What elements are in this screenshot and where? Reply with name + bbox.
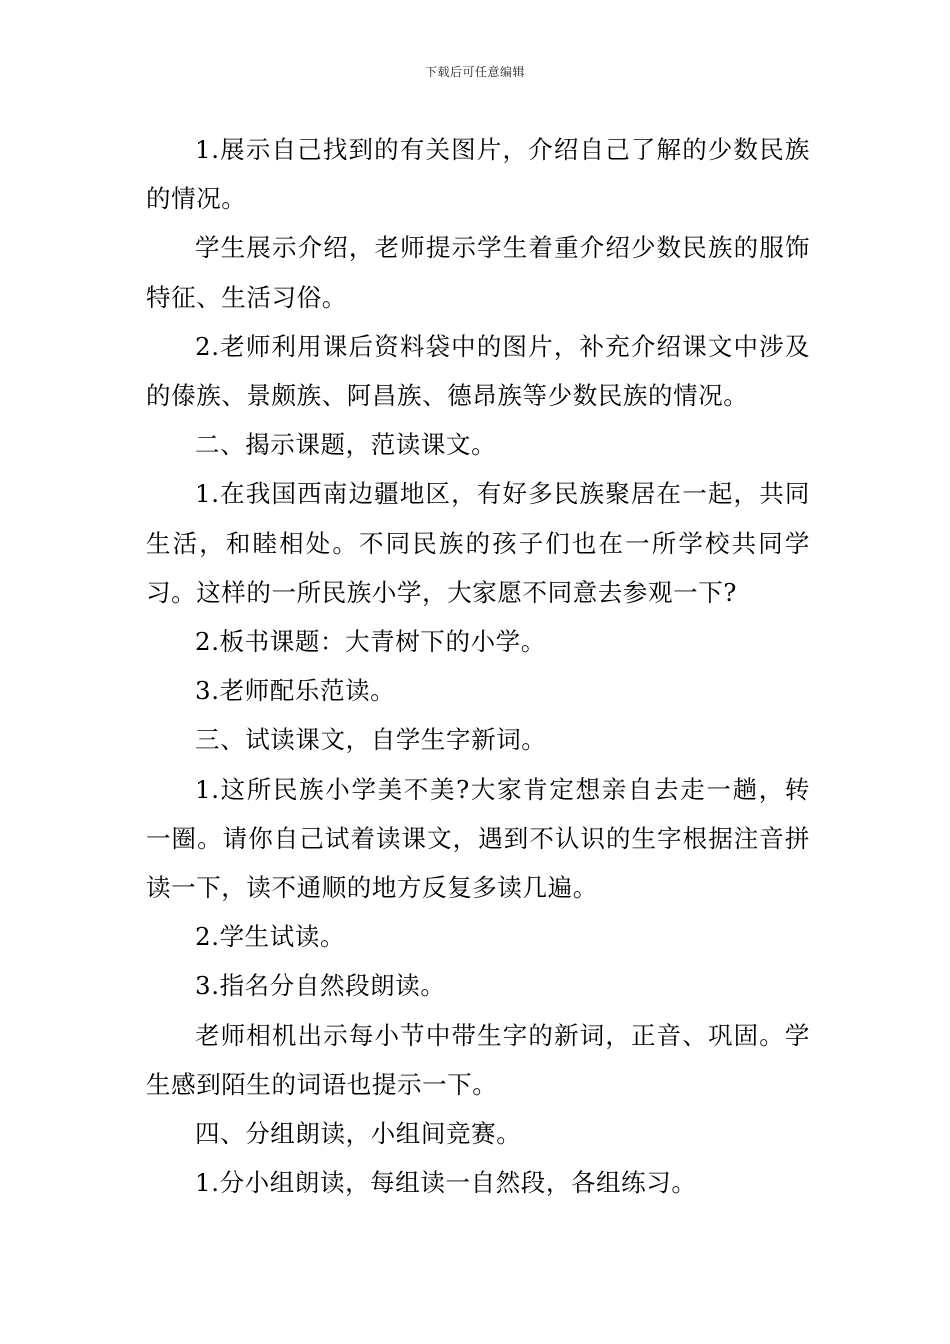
paragraph-6: 3.老师配乐范读。 (195, 676, 396, 706)
page-header: 下载后可任意编辑 (424, 65, 525, 79)
paragraph-3: 2.老师利用课后资料袋中的图片，补充介绍课文中涉及的傣族、景颇族、阿昌族、德昂族等少数民族的情况。 (146, 331, 810, 411)
paragraph-9: 3.指名分自然段朗读。 (195, 971, 446, 1001)
paragraph-1: 1.展示自己找到的有关图片，介绍自己了解的少数民族的情况。 (146, 135, 810, 214)
section-heading-4: 四、分组朗读，小组间竞赛。 (195, 1119, 522, 1149)
paragraph-7: 1.这所民族小学美不美?大家肯定想亲自去走一趟，转一圈。请你自己试着读课文，遇到不认识的生字根据注音拼读一下，读不通顺的地方反复多读几遍。 (146, 774, 810, 903)
section-heading-2: 二、揭示课题，范读课文。 (195, 430, 497, 460)
section-heading-3: 三、试读课文，自学生字新词。 (195, 725, 547, 755)
paragraph-5: 2.板书课题：大青树下的小学。 (195, 627, 546, 657)
paragraph-8: 2.学生试读。 (195, 922, 346, 952)
paragraph-11: 1.分小组朗读，每组读一自然段，各组练习。 (195, 1168, 697, 1198)
paragraph-2: 学生展示介绍，老师提示学生着重介绍少数民族的服饰特征、生活习俗。 (146, 233, 810, 312)
document-body (146, 125, 810, 1207)
paragraph-4: 1.在我国西南边疆地区，有好多民族聚居在一起，共同生活，和睦相处。不同民族的孩子们也在一所学校共同学习。这样的一所民族小学，大家愿不同意去参观一下? (146, 479, 810, 607)
paragraph-10: 老师相机出示每小节中带生字的新词，正音、巩固。学生感到陌生的词语也提示一下。 (146, 1020, 810, 1099)
